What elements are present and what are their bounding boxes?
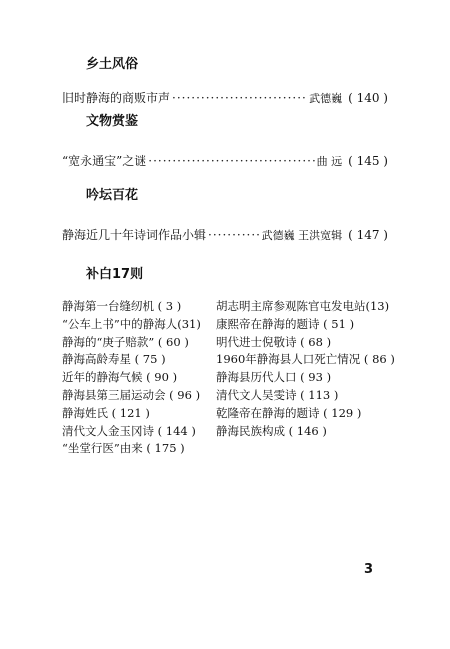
entry-title: 静海近几十年诗词作品小辑 xyxy=(62,228,207,242)
page-number: 3 xyxy=(364,562,374,577)
entry-author: 武德巍 王洪宽辑 xyxy=(261,229,343,242)
dot-leader xyxy=(172,91,307,105)
section-heading-artifacts: 文物赏鉴 xyxy=(86,114,139,129)
list-item[interactable]: 胡志明主席参观陈官屯发电站(13) xyxy=(216,299,390,313)
section-heading-poetry: 吟坛百花 xyxy=(86,188,139,203)
list-item[interactable]: 康熙帝在静海的题诗 ( 51 ) xyxy=(216,316,355,331)
list-item[interactable]: 静海民族构成 ( 146 ) xyxy=(216,423,327,438)
entry-page: ( 140 ) xyxy=(348,91,388,105)
dot-leader xyxy=(148,154,314,168)
list-item[interactable]: 乾隆帝在静海的题诗 ( 129 ) xyxy=(216,405,362,420)
list-item[interactable]: 明代进士倪敬诗 ( 68 ) xyxy=(216,334,332,349)
list-item[interactable]: 1960年静海县人口死亡情况 ( 86 ) xyxy=(216,352,395,367)
entry-page: ( 145 ) xyxy=(348,154,388,168)
entry-page: ( 147 ) xyxy=(348,228,388,242)
supplement-left-column xyxy=(62,298,201,458)
list-item[interactable]: 清代文人金玉冈诗 ( 144 ) xyxy=(62,423,196,438)
toc-entry[interactable] xyxy=(62,89,388,106)
supplement-right-column xyxy=(216,298,395,440)
list-item[interactable]: 近年的静海气候 ( 90 ) xyxy=(62,370,178,385)
list-item[interactable]: 静海县第三届运动会 ( 96 ) xyxy=(62,387,201,402)
list-item[interactable]: “公车上书”中的静海人(31) xyxy=(62,316,201,331)
toc-entry[interactable] xyxy=(62,152,388,169)
list-item[interactable]: “坐堂行医”由来 ( 175 ) xyxy=(62,441,185,456)
section-heading-supplement: 补白17则 xyxy=(86,267,144,282)
entry-author: 武德巍 xyxy=(309,92,343,105)
entry-title: “宽永通宝”之谜 xyxy=(62,154,147,168)
list-item[interactable]: 清代文人吴雯诗 ( 113 ) xyxy=(216,387,339,402)
list-item[interactable]: 静海县历代人口 ( 93 ) xyxy=(216,370,332,385)
entry-title: 旧时静海的商贩市声 xyxy=(62,91,171,105)
entry-author: 曲 远 xyxy=(316,155,343,168)
list-item[interactable]: 静海姓氏 ( 121 ) xyxy=(62,405,150,420)
toc-entry[interactable] xyxy=(62,226,388,243)
list-item[interactable]: 静海第一台缝纫机 ( 3 ) xyxy=(62,299,182,313)
dot-leader xyxy=(208,228,260,242)
list-item[interactable]: 静海的“庚子赔款” ( 60 ) xyxy=(62,334,189,349)
list-item[interactable]: 静海高龄寿星 ( 75 ) xyxy=(62,352,166,367)
section-heading-local-customs: 乡土风俗 xyxy=(86,57,139,72)
